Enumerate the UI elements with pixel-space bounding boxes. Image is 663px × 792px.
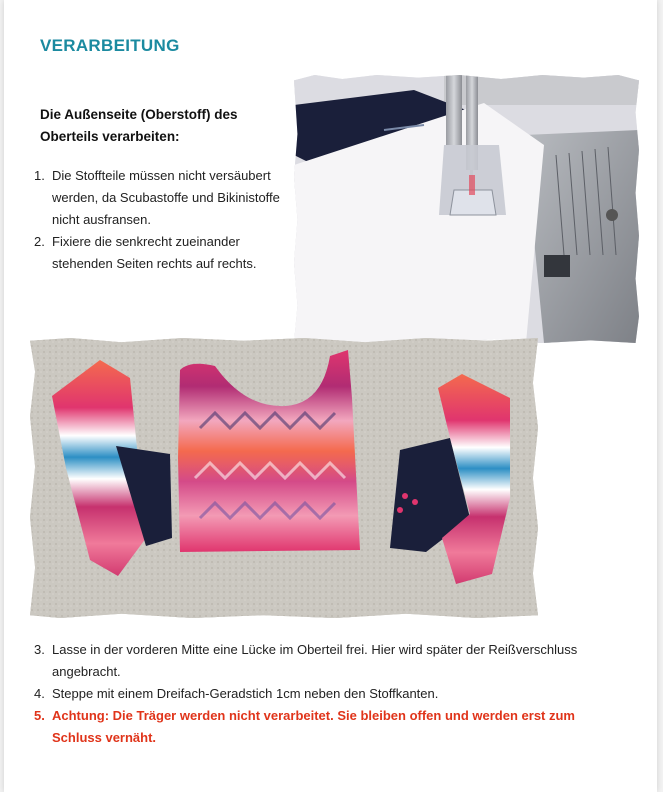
step-text: Fixiere die senkrecht zueinander stehenden Seiten rechts auf rechts. [52, 234, 257, 271]
section-subtitle: Die Außenseite (Oberstoff) des Oberteils verarbeiten: [40, 107, 238, 144]
list-item [34, 639, 594, 683]
step-number: 3. [34, 642, 45, 657]
step-text: Die Stoffteile müssen nicht versäubert werden, da Scubastoffe und Bikinistoffe nicht ausfransen. [52, 168, 280, 227]
list-item [34, 165, 294, 231]
step-number: 4. [34, 686, 45, 701]
warning-item [34, 705, 594, 749]
fabric-pieces-illustration [30, 338, 538, 618]
document-page [4, 0, 657, 792]
steps-list-top [34, 165, 294, 275]
sewing-machine-photo [294, 75, 639, 343]
steps-list-bottom [34, 639, 594, 749]
step-text: Lasse in der vorderen Mitte eine Lücke im Oberteil frei. Hier wird später der Reißverschluss angebracht. [52, 642, 578, 679]
list-item [34, 683, 594, 705]
sewing-machine-illustration [294, 75, 639, 343]
warning-text: Achtung: Die Träger werden nicht verarbeitet. Sie bleiben offen und werden erst zum Schluss vernäht. [52, 708, 575, 745]
section-title: VERARBEITUNG [40, 36, 180, 55]
step-text: Steppe mit einem Dreifach-Geradstich 1cm neben den Stoffkanten. [52, 686, 439, 701]
list-item [34, 231, 294, 275]
step-number: 2. [34, 234, 45, 249]
fabric-pieces-photo [30, 338, 538, 618]
step-number: 1. [34, 168, 45, 183]
step-number: 5. [34, 708, 45, 723]
